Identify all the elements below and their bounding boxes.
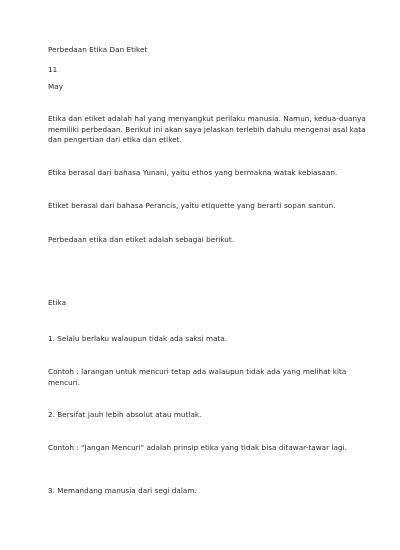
- point-2-example: Contoh : "Jangan Mencuri" adalah prinsip etika yang tidak bisa ditawar-tawar lagi.: [48, 443, 347, 452]
- etika-origin-paragraph: Etika berasal dari bahasa Yunani, yaitu ethos yang bermakna watak kebiasaan.: [48, 168, 338, 177]
- post-date-day: 11: [48, 65, 58, 74]
- difference-lead-paragraph: Perbedaan etika dan etiket adalah sebagai berikut.: [48, 235, 235, 244]
- etiket-origin-paragraph: Etiket berasal dari bahasa Perancis, yaitu etiquette yang berarti sopan santun.: [48, 201, 336, 210]
- point-3: 3. Memandang manusia dari segi dalam.: [48, 486, 197, 495]
- document-title: Perbedaan Etika Dan Etiket: [48, 45, 148, 54]
- intro-paragraph: Etika dan etiket adalah hal yang menyangkut perilaku manusia. Namun, kedua-duanya memiliki perbedaan. Berikut ini akan saya jelaskan terlebih dahulu mengenai asal kata dan pengertian dari etika dan etiket.: [48, 114, 366, 144]
- point-2: 2. Bersifat jauh lebih absolut atau mutlak.: [48, 410, 202, 419]
- point-1: 1. Selalu berlaku walaupun tidak ada saksi mata.: [48, 334, 228, 343]
- section-heading-etika: Etika: [48, 298, 67, 307]
- post-date-month: May: [48, 82, 64, 91]
- point-1-example: Contoh : larangan untuk mencuri tetap ada walaupun tidak ada yang melihat kita mencuri.: [48, 367, 347, 387]
